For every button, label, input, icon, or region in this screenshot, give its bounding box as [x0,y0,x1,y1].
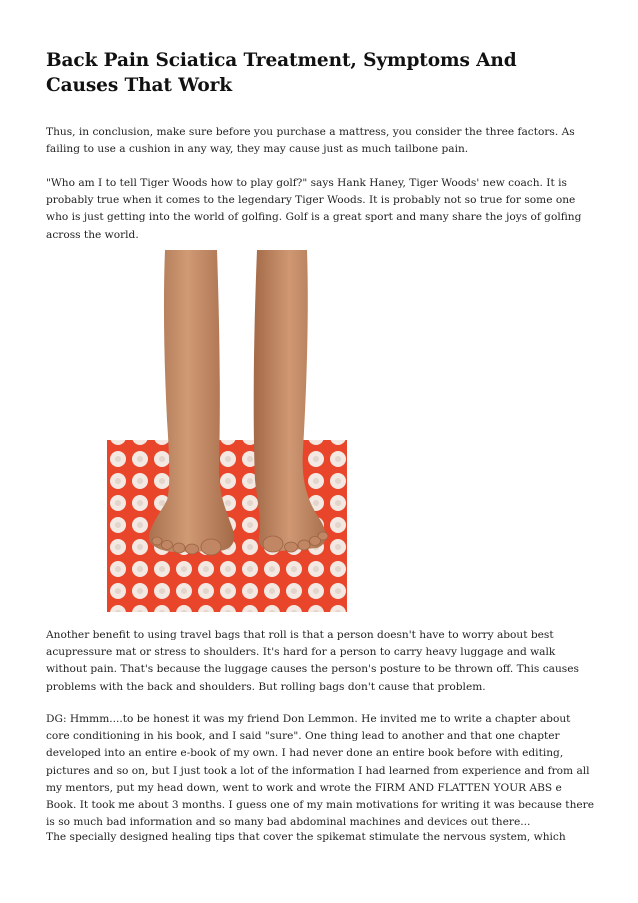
acupressure-mat-feet-photo [107,250,347,612]
paragraph-5: The specially designed healing tips that cover the spikemat stimulate the nervous system, which [46,831,566,843]
paragraph-3: Another benefit to using travel bags that roll is that a person doesn't have to worry about best acupressure mat or stress to shoulders. It's hard for a person to carry heavy luggage and walk without pain. That's because the luggage causes the person's posture to be thrown off. This causes problems with the back and shoulders. But rolling bags don't cause that problem. [46,629,579,693]
paragraph-4: DG: Hmmm....to be honest it was my friend Don Lemmon. He invited me to write a chapter about core conditioning in his book, and I said "sure". One thing lead to another and that one chapter developed into an entire e-book of my own. I had never done an entire book before with editing, pictures and so on, but I just took a lot of the information I had learned from experience and from all my mentors, put my head down, went to work and wrote the FIRM AND FLATTEN YOUR ABS e Book. It took me about 3 months. I guess one of my main motivations for writing it was because there is so much bad information and so many bad abdominal machines and devices out there... [46,713,594,829]
paragraph-2: "Who am I to tell Tiger Woods how to play golf?" says Hank Haney, Tiger Woods' new coach. It is probably true when it comes to the legendary Tiger Woods. It is probably not so true for some one who is just getting into the world of golfing. Golf is a great sport and many share the joys of golfing across the world. [46,177,582,241]
page-title: Back Pain Sciatica Treatment, Symptoms And Causes That Work [46,50,517,96]
paragraph-1: Thus, in conclusion, make sure before you purchase a mattress, you consider the three factors. As failing to use a cushion in any way, they may cause just as much tailbone pain. [46,126,575,156]
